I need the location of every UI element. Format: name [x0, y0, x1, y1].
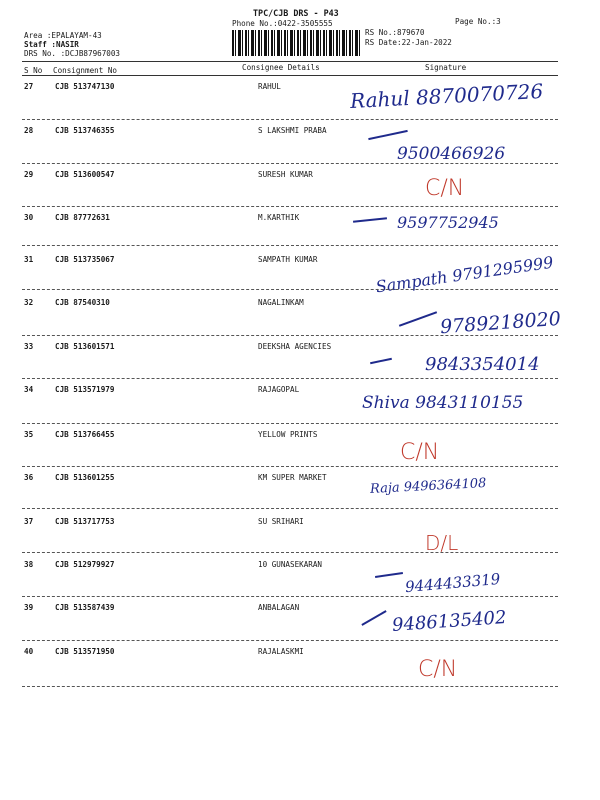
- row-divider: [22, 552, 558, 553]
- rs-number: RS No.:879670: [365, 28, 425, 37]
- table-row: [0, 213, 600, 257]
- row-consignee: RAHUL: [258, 82, 281, 91]
- page-number: Page No.:3: [455, 17, 501, 26]
- row-consignment: CJB 513571979: [55, 385, 115, 394]
- initials-scribble: [375, 572, 403, 578]
- row-signature: Raja 9496364108: [369, 475, 487, 498]
- table-row: [0, 252, 600, 299]
- row-consignment: CJB 513601571: [55, 342, 115, 351]
- row-sno: 29: [24, 170, 34, 179]
- row-signature: Shiva 9843110155: [362, 393, 524, 413]
- col-consignment: Consignment No: [53, 66, 118, 75]
- row-consignment: CJB 513735067: [55, 255, 115, 264]
- phone-number: Phone No.:0422-3505555: [232, 19, 333, 28]
- row-signature: Rahul 8870070726: [349, 78, 544, 114]
- row-sno: 27: [24, 82, 34, 91]
- row-sno: 32: [24, 298, 34, 307]
- row-sno: 36: [24, 473, 34, 482]
- col-consignee: Consignee Details: [242, 63, 320, 72]
- row-divider: [22, 378, 558, 379]
- row-signature: 9843354014: [425, 354, 540, 375]
- area-label: Area :EPALAYAM-43: [24, 31, 102, 40]
- row-consignee: SU SRIHARI: [258, 517, 304, 526]
- row-sno: 35: [24, 430, 34, 439]
- row-sno: 38: [24, 560, 34, 569]
- row-divider: [22, 640, 558, 641]
- table-row: [0, 647, 600, 691]
- col-signature: Signature: [425, 63, 467, 72]
- row-sno: 30: [24, 213, 34, 222]
- row-consignment: CJB 513601255: [55, 473, 115, 482]
- initials-scribble: [370, 358, 392, 365]
- row-sno: 34: [24, 385, 34, 394]
- barcode: [232, 30, 360, 56]
- row-consignee: SURESH KUMAR: [258, 170, 313, 179]
- header-rule-bottom: [22, 75, 558, 76]
- row-consignment: CJB 513717753: [55, 517, 115, 526]
- row-consignee: DEEKSHA AGENCIES: [258, 342, 332, 351]
- row-divider: [22, 335, 558, 336]
- row-consignment: CJB 513747130: [55, 82, 115, 91]
- table-row: [0, 560, 600, 604]
- row-consignment: CJB 87540310: [55, 298, 110, 307]
- table-row: [0, 342, 600, 386]
- row-sno: 28: [24, 126, 34, 135]
- row-signature: C/N: [400, 440, 440, 465]
- table-row: [0, 430, 600, 474]
- row-signature: 9597752945: [397, 213, 499, 232]
- row-consignee: YELLOW PRINTS: [258, 430, 318, 439]
- row-consignment: CJB 513571950: [55, 647, 115, 656]
- row-signature: C/N: [425, 176, 465, 201]
- row-sno: 33: [24, 342, 34, 351]
- row-divider: [22, 423, 558, 424]
- initials-scribble: [361, 610, 386, 626]
- row-sno: 31: [24, 255, 34, 264]
- row-consignee: SAMPATH KUMAR: [258, 255, 318, 264]
- staff-label: Staff :NASIR: [24, 40, 79, 49]
- row-signature: 9789218020: [439, 307, 562, 339]
- document-title: TPC/CJB DRS - P43: [253, 8, 339, 18]
- row-consignee: KM SUPER MARKET: [258, 473, 327, 482]
- row-consignment: CJB 513600547: [55, 170, 115, 179]
- row-consignment: CJB 87772631: [55, 213, 110, 222]
- row-consignee: S LAKSHMI PRABA: [258, 126, 327, 135]
- row-signature: C/N: [418, 657, 458, 682]
- initials-scribble: [353, 217, 387, 223]
- row-signature: 9486135402: [391, 607, 508, 636]
- row-sno: 40: [24, 647, 34, 656]
- row-divider: [22, 508, 558, 509]
- row-signature: D/L: [425, 531, 459, 555]
- row-consignee: NAGALINKAM: [258, 298, 304, 307]
- row-divider: [22, 289, 558, 290]
- row-consignment: CJB 513746355: [55, 126, 115, 135]
- table-row: [0, 517, 600, 561]
- row-consignment: CJB 513766455: [55, 430, 115, 439]
- row-consignee: M.KARTHIK: [258, 213, 300, 222]
- rs-date: RS Date:22-Jan-2022: [365, 38, 452, 47]
- row-consignment: CJB 513587439: [55, 603, 115, 612]
- drs-number: DRS No. :DCJB87967003: [24, 49, 121, 58]
- row-divider: [22, 466, 558, 467]
- initials-scribble: [399, 311, 437, 327]
- initials-scribble: [368, 130, 408, 140]
- header-rule-top: [22, 61, 558, 62]
- row-divider: [22, 206, 558, 207]
- row-sno: 37: [24, 517, 34, 526]
- col-sno: S No: [24, 66, 43, 75]
- row-divider: [22, 119, 558, 120]
- row-divider: [22, 596, 558, 597]
- row-signature: Sampath 9791295999: [374, 252, 555, 297]
- table-row: [0, 473, 600, 517]
- row-consignee: RAJALASKMI: [258, 647, 304, 656]
- row-signature: 9500466926: [397, 144, 506, 164]
- row-divider: [22, 245, 558, 246]
- row-sno: 39: [24, 603, 34, 612]
- row-divider: [22, 686, 558, 687]
- row-divider: [22, 163, 558, 164]
- row-signature: 9444433319: [404, 569, 502, 597]
- table-row: [0, 170, 600, 214]
- row-consignee: 10 GUNASEKARAN: [258, 560, 323, 569]
- row-consignment: CJB 512979927: [55, 560, 115, 569]
- row-consignee: ANBALAGAN: [258, 603, 300, 612]
- row-consignee: RAJAGOPAL: [258, 385, 300, 394]
